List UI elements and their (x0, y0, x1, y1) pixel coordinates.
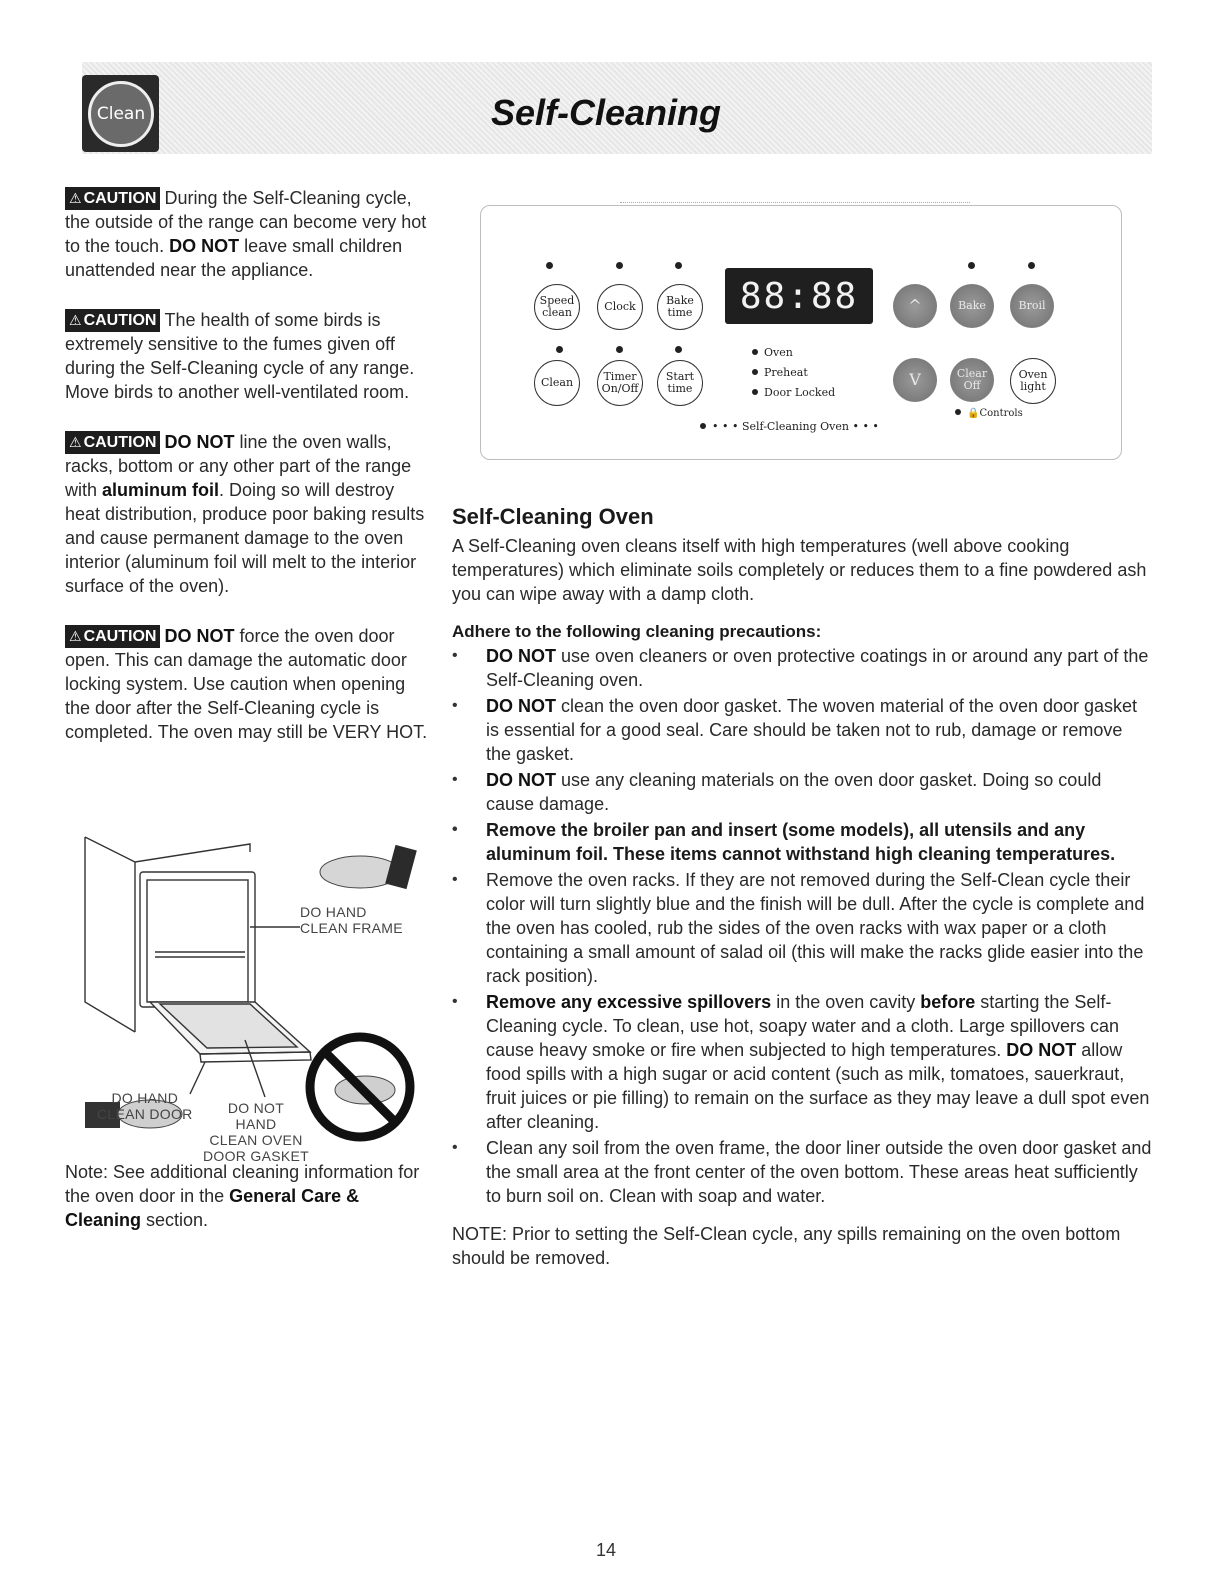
self-cleaning-oven-caption: • • • Self-Cleaning Oven • • • (700, 420, 879, 433)
indicator-dot (675, 262, 682, 269)
controls-lock-label: 🔒Controls (955, 408, 1023, 419)
caution-2: ⚠ CAUTION The health of some birds is extremely sensitive to the fumes given off during the Self-Cleaning cycle of any range. Move birds to another well-ventilated room. (65, 310, 415, 402)
caution-4: ⚠ CAUTION DO NOT force the oven door open. This can damage the automatic door locking system. Use caution when opening the door after the Self-Cleaning cycle is completed. The oven may still be VERY HOT. (65, 626, 428, 742)
indicator-dot (546, 262, 553, 269)
list-item: • Remove the oven racks. If they are not removed during the Self-Clean cycle their color will turn slightly blue and the finish will be dull. After the cycle is complete and the oven has cooled, rub the sides of the oven racks with wax paper or a cloth containing a small amount of salad oil (this will make the racks glide easier into the rack position). (452, 868, 1152, 988)
final-note: NOTE: Prior to setting the Self-Clean cycle, any spills remaining on the oven bottom should be removed. (452, 1224, 1121, 1268)
clock-button[interactable]: Clock (597, 284, 643, 330)
bake-time-button[interactable]: Bake time (657, 284, 703, 330)
clean-badge-label: Clean (88, 81, 154, 147)
indicator-dot (675, 346, 682, 353)
clock-display: 88:88 (725, 268, 873, 324)
warning-icon: ⚠ (69, 312, 82, 328)
caution-3: ⚠ CAUTION DO NOT line the oven walls, racks, bottom or any other part of the range with aluminum foil. Doing so will destroy heat distribution, produce poor baking results and cause permanent damage to the oven interior (aluminum foil will melt to the interior surface of the oven). (65, 432, 425, 596)
indicator-dot (616, 262, 623, 269)
label-do-not-clean-gasket: DO NOT HAND CLEAN OVEN DOOR GASKET (203, 1100, 309, 1164)
caution-badge: ⚠ CAUTION (65, 309, 160, 332)
right-column (452, 504, 1152, 1270)
warning-icon: ⚠ (69, 190, 82, 206)
list-item: • Remove the broiler pan and insert (some models), all utensils and any aluminum foil. These items cannot withstand high cleaning temperatures. (452, 818, 1152, 866)
timer-on-off-button[interactable]: Timer On/Off (597, 360, 643, 406)
clean-button[interactable]: Clean (534, 360, 580, 406)
lock-icon: 🔒 (967, 408, 980, 419)
page-title: Self-Cleaning (490, 92, 722, 133)
precautions-title: Adhere to the following cleaning precautions: (452, 622, 822, 641)
section-title: Self-Cleaning Oven (452, 504, 654, 529)
door-locked-indicator: Door Locked (752, 386, 835, 399)
indicator-dot (968, 262, 975, 269)
bake-button[interactable]: Bake (950, 284, 994, 328)
warning-icon: ⚠ (69, 434, 82, 450)
list-item: • DO NOT use any cleaning materials on the oven door gasket. Doing so could cause damage. (452, 768, 1152, 816)
oven-door-illustration (75, 832, 420, 1164)
label-do-hand-clean-door: DO HAND CLEAN DOOR (97, 1090, 193, 1122)
caution-badge: ⚠ CAUTION (65, 431, 160, 454)
indicator-dot (1028, 262, 1035, 269)
indicator-dot (616, 346, 623, 353)
left-note: Note: See additional cleaning information for the oven door in the General Care & Cleaning section. (65, 1162, 420, 1230)
list-item: • DO NOT clean the oven door gasket. The woven material of the oven door gasket is essential for a good seal. Care should be taken not to rub, damage or remove the gasket. (452, 694, 1152, 766)
panel-top-line (620, 202, 970, 203)
list-item: • Clean any soil from the oven frame, the door liner outside the oven door gasket and the small area at the front center of the oven bottom. These areas heat sufficiently to burn soil on. Clean with soap and water. (452, 1136, 1152, 1208)
list-item: • DO NOT use oven cleaners or oven protective coatings in or around any part of the Self-Cleaning oven. (452, 644, 1152, 692)
page-number: 14 (595, 1540, 617, 1560)
down-arrow-button[interactable]: V (893, 358, 937, 402)
left-column (65, 186, 430, 770)
oven-indicator: Oven (752, 346, 793, 359)
speed-clean-button[interactable]: Speed clean (534, 284, 580, 330)
precautions-list (452, 644, 1152, 1208)
oven-light-button[interactable]: Oven light (1010, 358, 1056, 404)
caution-1: ⚠ CAUTION During the Self-Cleaning cycle, the outside of the range can become very hot to the touch. DO NOT leave small children unattended near the appliance. (65, 188, 427, 280)
start-time-button[interactable]: Start time (657, 360, 703, 406)
clear-off-button[interactable]: Clear Off (950, 358, 994, 402)
list-item: • Remove any excessive spillovers in the oven cavity before starting the Self-Cleaning cycle. To clean, use hot, soapy water and a cloth. Large spillovers can cause heavy smoke or fire when subjected to high temperatures. DO NOT allow food spills with a high sugar or acid content (such as milk, tomatoes, sauerkraut, fruit juices or pie filling) to remain on the surface as they may leave a dull spot even after cleaning. (452, 990, 1152, 1134)
caution-badge: ⚠ CAUTION (65, 187, 160, 210)
up-arrow-button[interactable]: ^ (893, 284, 937, 328)
warning-icon: ⚠ (69, 628, 82, 644)
intro-paragraph: A Self-Cleaning oven cleans itself with high temperatures (well above cooking temperatures) which eliminate soils completely or reduces them to a fine powdered ash you can wipe away with a damp cloth. (452, 536, 1147, 604)
caution-badge: ⚠ CAUTION (65, 625, 160, 648)
indicator-dot (556, 346, 563, 353)
broil-button[interactable]: Broil (1010, 284, 1054, 328)
label-do-hand-clean-frame: DO HAND CLEAN FRAME (300, 904, 403, 936)
preheat-indicator: Preheat (752, 366, 808, 379)
